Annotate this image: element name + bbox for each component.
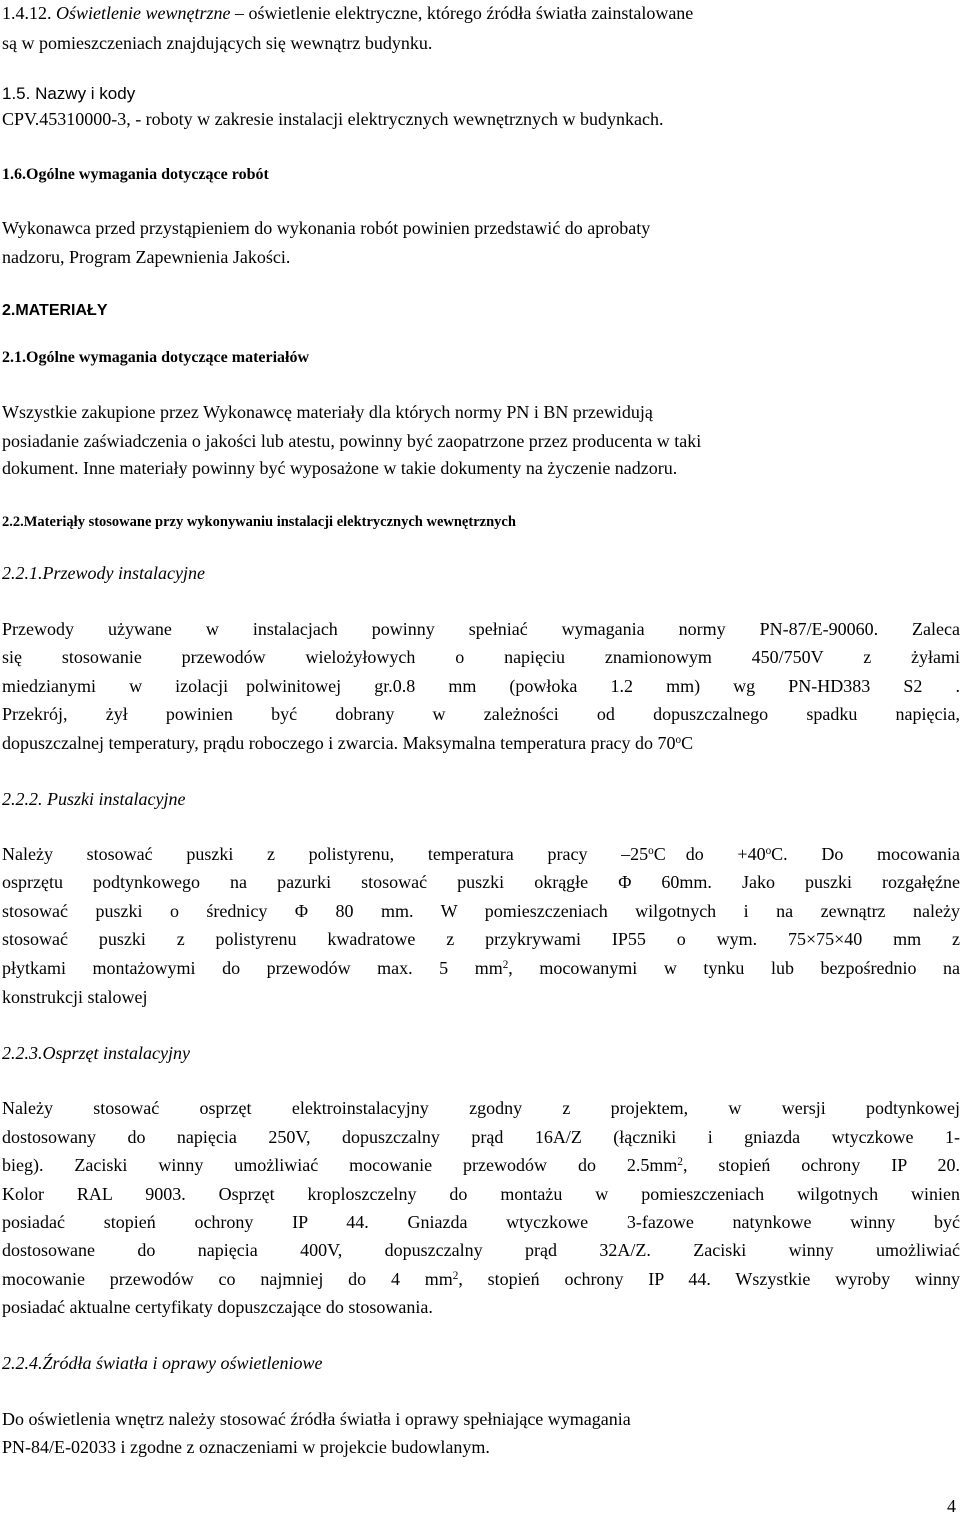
mounting-text: C. Do mocowania [771,844,960,864]
section-2-2-4-text-line-2: PN-84/E-02033 i zgodne z oznaczeniami w projekcie budowlanym. [2,1437,490,1457]
section-2-2-1-text-line-3 [2,676,960,697]
section-2-2-2-text-line-5 [2,958,960,979]
degree-superscript: o [765,844,772,857]
products-text: , stopień ochrony IP 44. Wszystkie wyroby winny [458,1269,960,1289]
section-2-2-3-text-line-3 [2,1155,960,1176]
definition-1-4-12-line-1 [2,3,960,24]
protection-text: , stopień ochrony IP 20. [682,1155,960,1175]
section-2-1-text-line-3: dokument. Inne materiały powinny być wyposażone w takie dokumenty na życzenie nadzoru. [2,458,678,478]
section-2-2-3-text-line-1: Należy stosować osprzęt elektroinstalacyjny zgodny z projektem, w wersji podtynkowej [2,1098,960,1118]
definition-1-4-12-line-2: są w pomieszczeniach znajdujących się wewnątrz budynku. [2,33,433,53]
degree-superscript: o [675,733,682,746]
page-number: 4 [947,1496,956,1516]
section-2-1-text-line-2: posiadanie zaświadczenia o jakości lub atestu, powinny być zaopatrzone przez producenta w taki [2,431,702,451]
section-1-6-heading: 1.6.Ogólne wymagania dotyczące robót [2,166,269,183]
section-2-2-1-text-line-2: się stosowanie przewodów wielożyłowych o napięciu znamionowym 450/750V z żyłami [2,647,960,667]
insulation-text-b: polwinitowej gr.0.8 mm (powłoka 1.2 mm) wg PN-HD383 S2 . [246,676,960,696]
max-temp-text: dopuszczalnej temperatury, prądu roboczego i zwarcia. Maksymalna temperatura pracy do 70 [2,733,676,753]
section-2-2-2-text-line-3: stosować puszki o średnicy Φ 80 mm. W pomieszczeniach wilgotnych i na zewnątrz należy [2,901,960,921]
degree-superscript: o [648,844,654,857]
celsius-unit: C [681,733,694,753]
section-2-2-2-text-line-2: osprzętu podtynkowego na pazurki stosować puszki okrągłe Φ 60mm. Jako puszki rozgałęźne [2,872,960,892]
section-2-2-4-heading: 2.2.4.Źródła światła i oprawy oświetleniowe [2,1353,323,1373]
terminal-text: bieg). Zaciski winny umożliwiać mocowanie przewodów do 2.5mm [2,1155,678,1175]
section-2-2-2-heading: 2.2.2. Puszki instalacyjne [2,789,186,809]
section-2-2-3-text-line-6: dostosowane do napięcia 400V, dopuszczalny prąd 32A/Z. Zaciski winny umożliwiać [2,1240,960,1260]
celsius-unit: C [653,844,666,864]
definition-term: Oświetlenie wewnętrzne [56,3,231,23]
section-2-2-3-text-line-7 [2,1269,960,1290]
section-2-heading: 2.MATERIAŁY [2,302,108,319]
section-2-2-2-text-line-6: konstrukcji stalowej [2,987,148,1007]
section-2-2-3-text-line-5: posiadać stopień ochrony IP 44. Gniazda wtyczkowe 3-fazowe natynkowe winny być [2,1212,960,1232]
section-1-6-text-line-2: nadzoru, Program Zapewnienia Jakości. [2,247,291,267]
section-1-6-text-line-1: Wykonawca przed przystąpieniem do wykonania robót powinien przedstawić do aprobaty [2,218,651,238]
section-2-2-3-text-line-8: posiadać aktualne certyfikaty dopuszczające do stosowania. [2,1297,433,1317]
section-2-2-1-heading: 2.2.1.Przewody instalacyjne [2,563,205,583]
definition-number: 1.4.12. [2,3,52,23]
section-2-2-2-text-line-1 [2,844,960,865]
section-2-1-heading: 2.1.Ogólne wymagania dotyczące materiałów [2,349,310,366]
section-2-2-1-text-line-4: Przekrój, żył powinien być dobrany w zależności od dopuszczalnego spadku napięcia, [2,704,960,724]
section-2-2-1-text-line-5 [2,733,960,754]
mounting-method-text: , mocowanymi w tynku lub bezpośrednio na [508,958,960,978]
section-2-2-heading: 2.2.Materiąły stosowane przy wykonywaniu instalacji elektrycznych wewnętrznych [2,514,516,530]
square-superscript: 2 [502,958,509,971]
section-2-2-3-heading: 2.2.3.Osprzęt instalacyjny [2,1043,190,1063]
section-2-2-3-text-line-2: dostosowany do napięcia 250V, dopuszczalny prąd 16A/Z (łączniki i gniazda wtyczkowe 1- [2,1127,960,1147]
mounting-plates-text: płytkami montażowymi do przewodów max. 5 mm [2,958,503,978]
section-2-2-4-text-line-1: Do oświetlenia wnętrz należy stosować źródła światła i oprawy spełniające wymagania [2,1409,631,1429]
wire-size-text: mocowanie przewodów co najmniej do 4 mm [2,1269,453,1289]
section-2-2-3-text-line-4: Kolor RAL 9003. Osprzęt kroploszczelny do montażu w pomieszczeniach wilgotnych winien [2,1184,960,1204]
temp-range-text: Należy stosować puszki z polistyrenu, temperatura pracy –25 [2,844,649,864]
section-1-5-heading: 1.5. Nazwy i kody [2,84,136,103]
square-superscript: 2 [452,1269,459,1282]
temp-max-text: do +40 [685,844,766,864]
square-superscript: 2 [677,1155,683,1168]
cpv-code-line: CPV.45310000-3, - roboty w zakresie instalacji elektrycznych wewnętrznych w budynkach. [2,109,664,129]
section-2-1-text-line-1: Wszystkie zakupione przez Wykonawcę materiały dla których normy PN i BN przewidują [2,402,653,422]
definition-text: – oświetlenie elektryczne, którego źródła światła zainstalowane [230,3,694,23]
section-2-2-2-text-line-4: stosować puszki z polistyrenu kwadratowe z przykrywami IP55 o wym. 75×75×40 mm z [2,929,960,949]
section-2-2-1-text-line-1: Przewody używane w instalacjach powinny spełniać wymagania normy PN-87/E-90060. Zaleca [2,619,960,639]
insulation-text-a: miedzianymi w izolacji [2,676,229,696]
